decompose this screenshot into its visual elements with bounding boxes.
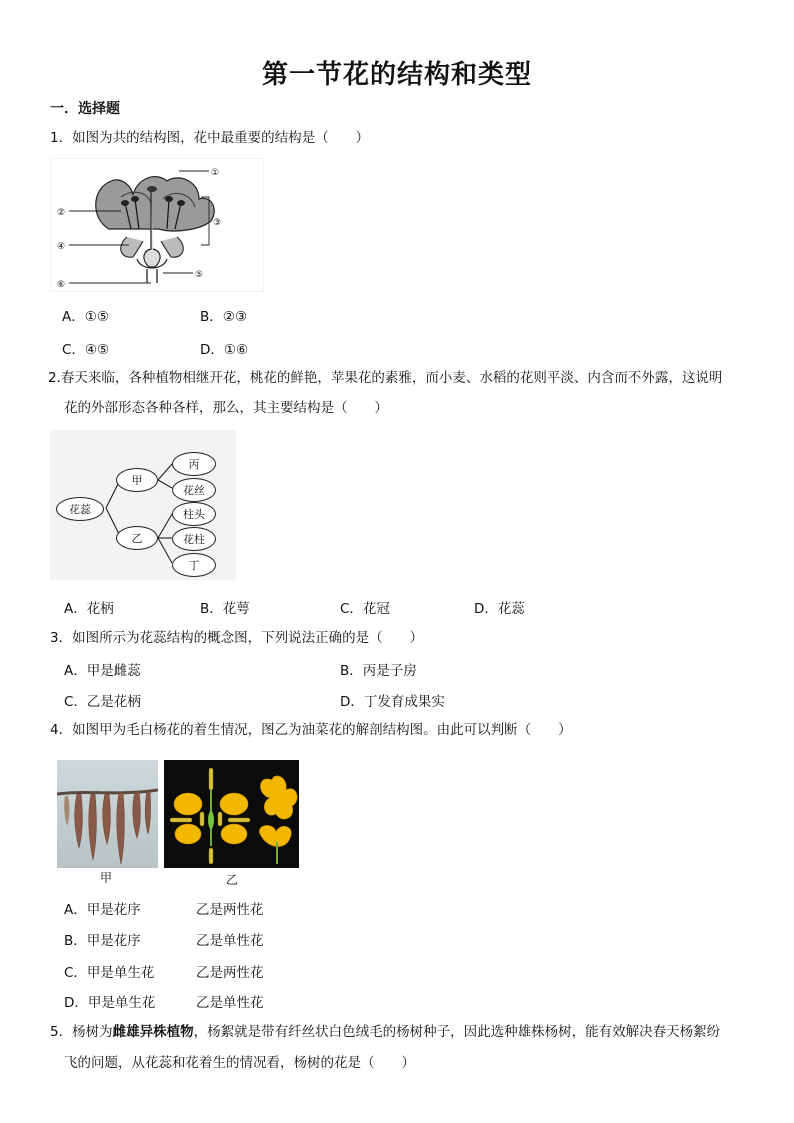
question-2-line-2: 花的外部形态各种各样，那么，其主要结构是（ ） xyxy=(64,400,388,416)
question-1-text: 1．如图为共的结构图，花中最重要的结构是（ ） xyxy=(50,130,370,146)
concept-map-figure xyxy=(50,430,236,580)
q4-option-c[interactable]: C．甲是单生花 xyxy=(64,965,155,981)
caption-jia: 甲 xyxy=(100,871,113,885)
q2-option-b[interactable]: B．花萼 xyxy=(200,601,250,617)
q4-option-a-detail: 乙是两性花 xyxy=(196,902,264,918)
q1-option-d[interactable]: D．①⑥ xyxy=(200,342,249,358)
q5-bold-term: 雌雄异株植物 xyxy=(112,1024,194,1040)
section-heading: 一．选择题 xyxy=(50,101,120,117)
q1-option-a[interactable]: A．①⑤ xyxy=(62,309,109,325)
q1-option-c[interactable]: C．④⑤ xyxy=(62,342,110,358)
q4-option-c-detail: 乙是两性花 xyxy=(196,965,264,981)
question-3-text: 3．如图所示为花蕊结构的概念图，下列说法正确的是（ ） xyxy=(50,630,424,646)
q2-option-d[interactable]: D．花蕊 xyxy=(474,601,525,617)
node-ding: 丁 xyxy=(172,553,216,577)
q4-option-d[interactable]: D．甲是单生花 xyxy=(64,995,156,1011)
node-root: 花蕊 xyxy=(56,497,104,521)
node-bing: 丙 xyxy=(172,452,216,476)
page-title: 第一节花的结构和类型 xyxy=(261,60,532,90)
label-2: ② xyxy=(57,208,66,218)
question-5-line-2: 飞的问题，从花蕊和花着生的情况看，杨树的花是（ ） xyxy=(64,1055,415,1071)
question-2-line-1: 2.春天来临，各种植物相继开花，桃花的鲜艳，苹果花的素雅，而小麦、水稻的花则平淡、内含而不外露，这说明 xyxy=(48,370,723,386)
q4-option-a[interactable]: A．甲是花序 xyxy=(64,902,141,918)
node-stigma: 柱头 xyxy=(172,502,216,526)
q5-rest: ，杨絮就是带有纤丝状白色绒毛的杨树种子，因此选种雄株杨树，能有效解决春天杨絮纷 xyxy=(193,1024,721,1040)
question-4-text: 4．如图甲为毛白杨花的着生情况，图乙为油菜花的解剖结构图。由此可以判断（ ） xyxy=(50,722,572,738)
label-4: ④ xyxy=(57,242,66,252)
label-6: ⑥ xyxy=(57,280,66,290)
node-style: 花柱 xyxy=(172,527,216,551)
node-yi: 乙 xyxy=(116,526,158,550)
q3-option-a[interactable]: A．甲是雌蕊 xyxy=(64,663,141,679)
label-3: ③ xyxy=(213,218,222,228)
node-filament: 花丝 xyxy=(172,478,216,502)
q2-option-a[interactable]: A．花柄 xyxy=(64,601,114,617)
q4-option-b-detail: 乙是单性花 xyxy=(196,933,264,949)
q3-option-b[interactable]: B．丙是子房 xyxy=(340,663,417,679)
q3-option-c[interactable]: C．乙是花柄 xyxy=(64,694,141,710)
label-5: ⑤ xyxy=(195,270,204,280)
caption-yi: 乙 xyxy=(226,873,239,887)
question-5-line-1 xyxy=(50,1022,720,1042)
flower-structure-figure xyxy=(50,158,264,292)
q1-option-b[interactable]: B．②③ xyxy=(200,309,247,325)
rape-flower-dissection-photo xyxy=(164,760,299,868)
label-1: ① xyxy=(211,168,220,178)
q5-prefix: 5．杨树为 xyxy=(50,1024,113,1040)
q4-option-b[interactable]: B．甲是花序 xyxy=(64,933,141,949)
q4-option-d-detail: 乙是单性花 xyxy=(196,995,264,1011)
q3-option-d[interactable]: D．丁发育成果实 xyxy=(340,694,445,710)
node-jia: 甲 xyxy=(116,468,158,492)
poplar-catkin-photo xyxy=(57,760,158,868)
q2-option-c[interactable]: C．花冠 xyxy=(340,601,390,617)
